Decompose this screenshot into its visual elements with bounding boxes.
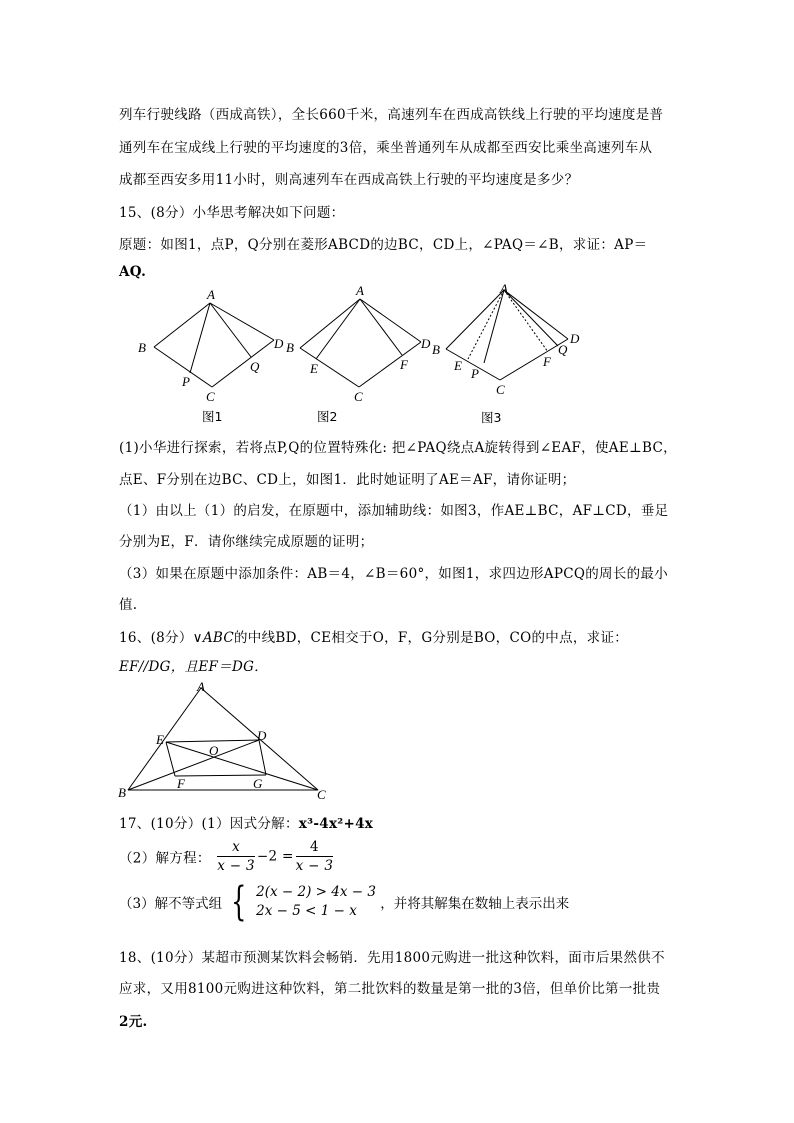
q17-part1-expr: x³-4x²+4x [298, 816, 374, 832]
q16-label-A: A [197, 679, 205, 694]
q16-label-F: F [177, 776, 185, 791]
q15-part1-line2: 点E、F分别在边BC、CD上，如图1．此时她证明了AE＝AF，请你证明； [119, 472, 576, 488]
q17-inequality-system [256, 883, 376, 921]
q16-header [119, 626, 628, 646]
fig1-label-B: B [138, 340, 146, 355]
fig3-label-B: B [432, 342, 440, 357]
q15-part1-line1: (1)小华进行探索，若将点P,Q的位置特殊化: 把∠PAQ绕点A旋转得到∠EAF，使AE⊥BC， [119, 440, 677, 456]
fig1-caption: 图1 [202, 409, 223, 424]
q17-frac2-den: x − 3 [295, 858, 334, 874]
fig1-label-A: A [207, 287, 215, 302]
brace-icon: { [231, 879, 247, 925]
fig3-label-P: P [471, 366, 479, 381]
q18-line1: 18、(10分）某超市预测某饮料会畅销．先用1800元购进一批这种饮料，面市后果然供不 [119, 950, 665, 966]
q17-part3-tail: ，并将其解集在数轴上表示出来 [380, 896, 570, 912]
q17-inequality-1: 2(x − 2) > 4x − 3 [256, 884, 376, 900]
q17-eq-mid: −2 = [256, 848, 294, 865]
q17-part3 [119, 879, 570, 925]
q16-triangle: ∨ABC [192, 630, 234, 646]
fig3-label-Q: Q [558, 342, 568, 357]
fig3-label-C: C [496, 382, 505, 397]
q15-part3-line1: （3）如果在原题中添加条件：AB＝4，∠B＝60°，如图1，求四边形APCQ的周长的最小 [119, 566, 669, 582]
q18-line2: 应求，又用8100元购进这种饮料，第二批饮料的数量是第一批的3倍，但单价比第一批贵 [119, 981, 661, 997]
q17-fraction-1 [217, 838, 255, 875]
q17-fraction-2 [296, 838, 334, 875]
q14-line2: 通列车在宝成线上行驶的平均速度的3倍，乘坐普通列车从成都至西安比乘坐高速列车从 [119, 140, 653, 156]
fig1-label-P: P [182, 374, 190, 389]
fig3-label-E: E [454, 358, 462, 373]
fig2-caption: 图2 [317, 409, 338, 424]
fig3-label-F: F [543, 354, 551, 369]
fig2-label-F: F [400, 357, 408, 372]
fig1-label-D: D [274, 336, 284, 351]
fig3-label-D: D [570, 331, 580, 346]
fig2-label-A: A [356, 283, 364, 298]
q18-line3: 2元. [119, 1014, 148, 1030]
fig2-label-C: C [354, 389, 363, 404]
q16-label-D: D [257, 728, 267, 743]
q15-header: 15、(8分）小华思考解决如下问题： [119, 205, 345, 221]
q16-label-B: B [118, 785, 126, 800]
q16-label-O: O [209, 743, 219, 758]
q14-line1: 列车行驶线路（西成高铁），全长660千米，高速列车在西成高铁线上行驶的平均速度是普 [119, 107, 664, 123]
fig1-label-C: C [206, 389, 215, 404]
q17-part1 [119, 812, 373, 832]
q17-part3-label: （3）解不等式组 [119, 896, 223, 912]
q16-label-C: C [317, 787, 326, 802]
q17-part1-label: 17、(10分）(1）因式分解： [119, 816, 299, 832]
q17-frac1-num: x [217, 838, 255, 857]
q16-header-a: 16、(8分） [119, 630, 193, 646]
q16-label-E: E [156, 732, 164, 747]
q16-figure [116, 680, 336, 805]
fig2-label-D: D [421, 336, 431, 351]
fig1-label-Q: Q [250, 359, 260, 374]
q15-part3-line2: 值. [119, 597, 138, 613]
fig2-label-B: B [286, 340, 294, 355]
q14-line3: 成都至西安多用11小时，则高速列车在西成高铁上行驶的平均速度是多少？ [119, 172, 579, 188]
q15-figure-1 [130, 285, 300, 425]
q15-problem-line2: AQ. [119, 264, 147, 280]
q16-conclusion: EF//DG，且EF＝DG． [119, 659, 268, 675]
fig3-label-A: A [500, 281, 508, 296]
q17-inequality-2: 2x − 5 < 1 − x [256, 903, 357, 919]
q16-label-G: G [253, 776, 263, 791]
q16-header-b: 的中线BD，CE相交于O，F，G分别是BO，CO的中点，求证： [233, 630, 629, 646]
fig2-label-E: E [310, 361, 318, 376]
q15-figure-2 [283, 285, 443, 425]
q15-problem-line1: 原题：如图1，点P，Q分别在菱形ABCD的边BC，CD上，∠PAQ＝∠B，求证：AP＝ [119, 237, 648, 253]
q17-part2-label: （2）解方程： [119, 850, 211, 867]
q17-part2 [119, 838, 335, 875]
q17-frac1-den: x − 3 [217, 858, 255, 874]
q15-part2-line1: （1）由以上（1）的启发，在原题中，添加辅助线：如图3，作AE⊥BC，AF⊥CD，垂足 [119, 503, 669, 519]
q17-frac2-num: 4 [296, 838, 334, 857]
q15-part2-line2: 分别为E，F．请你继续完成原题的证明； [119, 534, 374, 550]
fig3-caption: 图3 [481, 410, 502, 425]
q15-figure-3 [430, 282, 590, 427]
